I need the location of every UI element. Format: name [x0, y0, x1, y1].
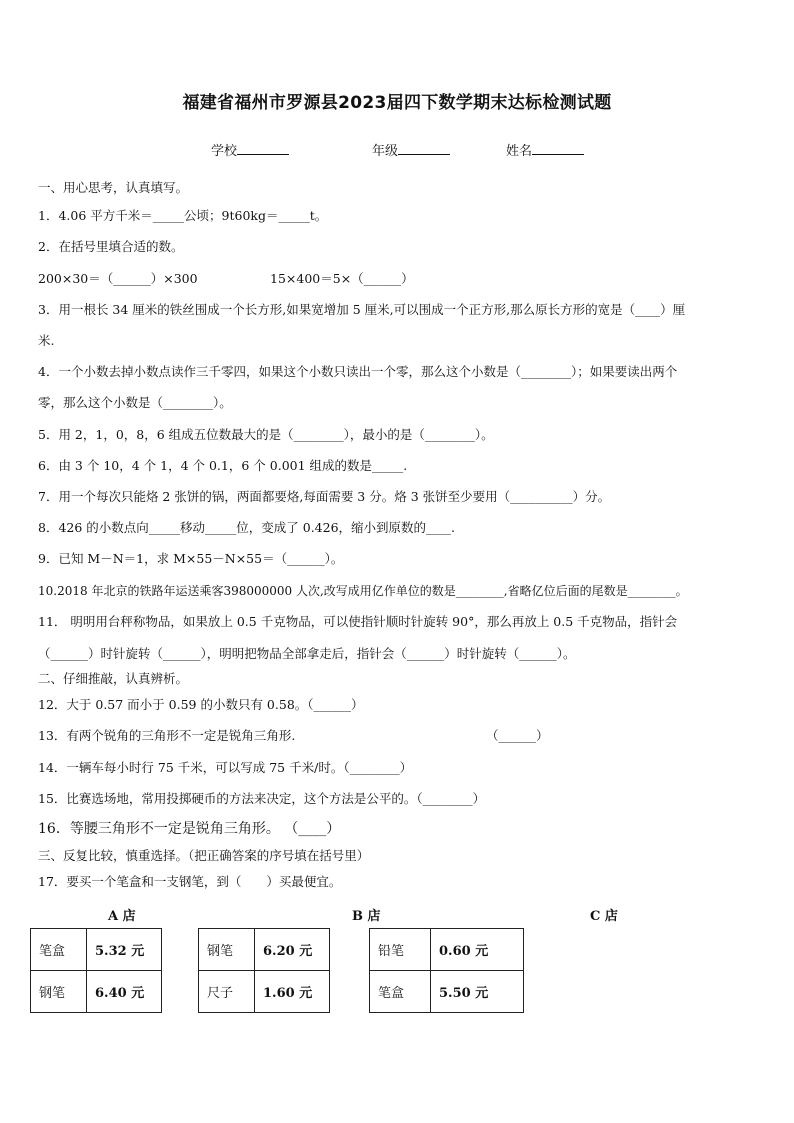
shop-a-price-2: 6.40 元 — [87, 971, 162, 1013]
grade-label: 年级 — [372, 144, 399, 159]
section-2-heading: 二、仔细推敲，认真辨析。 — [38, 671, 189, 686]
question-15: 15．比赛选场地，常用投掷硬币的方法来决定，这个方法是公平的。（________） — [38, 791, 486, 806]
shop-a-name: A 店 — [108, 909, 136, 924]
question-2a: 200×30＝（______）×300 — [38, 271, 198, 286]
question-10: 10.2018 年北京的铁路年运送乘客398000000 人次,改写成用亿作单位的数是________,省略亿位后面的尾数是________。 — [38, 584, 688, 598]
question-3-cont: 米. — [38, 333, 55, 348]
question-4: 4．一个小数去掉小数点读作三千零四，如果这个小数只读出一个零，那么这个小数是（________）；如果要读出两个 — [38, 364, 678, 379]
question-7: 7．用一个每次只能烙 2 张饼的锅，两面都要烙,每面需要 3 分。烙 3 张饼至少要用（__________）分。 — [38, 489, 611, 504]
shop-c-table — [369, 928, 524, 1013]
shop-c-price-2: 5.50 元 — [431, 971, 524, 1013]
school-label: 学校 — [211, 144, 238, 159]
shop-c-item-2: 笔盒 — [370, 971, 431, 1013]
question-9: 9．已知 M－N＝1，求 M×55－N×55＝（______）。 — [38, 551, 344, 566]
shop-a-table — [30, 928, 162, 1013]
question-12: 12．大于 0.57 而小于 0.59 的小数只有 0.58。（______） — [38, 697, 364, 712]
name-field — [506, 140, 584, 159]
table-row — [199, 929, 330, 971]
shop-b-price-2: 1.60 元 — [255, 971, 330, 1013]
name-blank[interactable] — [532, 142, 584, 155]
question-2: 2．在括号里填合适的数。 — [38, 239, 184, 254]
shop-b-name: B 店 — [352, 909, 381, 924]
question-14: 14．一辆车每小时行 75 千米，可以写成 75 千米/时。（________） — [38, 760, 413, 775]
question-2b: 15×400＝5×（______） — [270, 271, 414, 286]
grade-blank[interactable] — [398, 142, 450, 155]
question-13-answer: （______） — [486, 728, 549, 743]
shop-b-item-2: 尺子 — [199, 971, 255, 1013]
shop-c-price-1: 0.60 元 — [431, 929, 524, 971]
school-field — [211, 140, 289, 159]
table-row — [370, 929, 524, 971]
section-3-heading: 三、反复比较，慎重选择。（把正确答案的序号填在括号里） — [38, 848, 370, 863]
question-13: 13．有两个锐角的三角形不一定是锐角三角形. — [38, 728, 296, 743]
question-3: 3．用一根长 34 厘米的铁丝围成一个长方形,如果宽增加 5 厘米,可以围成一个正方形,那么原长方形的宽是（____）厘 — [38, 302, 686, 317]
shop-a-item-2: 钢笔 — [31, 971, 87, 1013]
shop-c-name: C 店 — [590, 909, 618, 924]
table-row — [370, 971, 524, 1013]
shop-b-price-1: 6.20 元 — [255, 929, 330, 971]
question-16: 16．等腰三角形不一定是锐角三角形。 （____） — [38, 821, 341, 837]
shop-c-item-1: 铅笔 — [370, 929, 431, 971]
shop-b-table — [198, 928, 330, 1013]
question-6: 6．由 3 个 10，4 个 1，4 个 0.1，6 个 0.001 组成的数是_____. — [38, 458, 408, 473]
shop-b-item-1: 钢笔 — [199, 929, 255, 971]
shop-a-price-1: 5.32 元 — [87, 929, 162, 971]
page-title: 福建省福州市罗源县2023届四下数学期末达标检测试题 — [182, 93, 612, 113]
question-5: 5．用 2，1，0，8，6 组成五位数最大的是（________），最小的是（________）。 — [38, 427, 494, 442]
name-label: 姓名 — [506, 144, 533, 159]
section-1-heading: 一、用心思考，认真填写。 — [38, 180, 189, 195]
table-row — [31, 971, 162, 1013]
question-8: 8．426 的小数点向_____移动_____位，变成了 0.426，缩小到原数的____. — [38, 520, 456, 535]
school-blank[interactable] — [237, 142, 289, 155]
question-1: 1．4.06 平方千米＝_____公顷；9t60kg＝_____t。 — [38, 208, 328, 223]
question-4-cont: 零，那么这个小数是（________）。 — [38, 395, 232, 410]
grade-field — [372, 140, 450, 159]
shop-a-item-1: 笔盒 — [31, 929, 87, 971]
table-row — [199, 971, 330, 1013]
question-11-cont: （______）时针旋转（______），明明把物品全部拿走后，指针会（______）时针旋转（______）。 — [38, 646, 576, 661]
table-row — [31, 929, 162, 971]
question-17: 17．要买一个笔盒和一支钢笔，到（ ）买最便宜。 — [38, 874, 342, 889]
question-11: 11． 明明用台秤称物品，如果放上 0.5 千克物品，可以使指针顺时针旋转 90°，那么再放上 0.5 千克物品，指针会 — [38, 614, 678, 629]
